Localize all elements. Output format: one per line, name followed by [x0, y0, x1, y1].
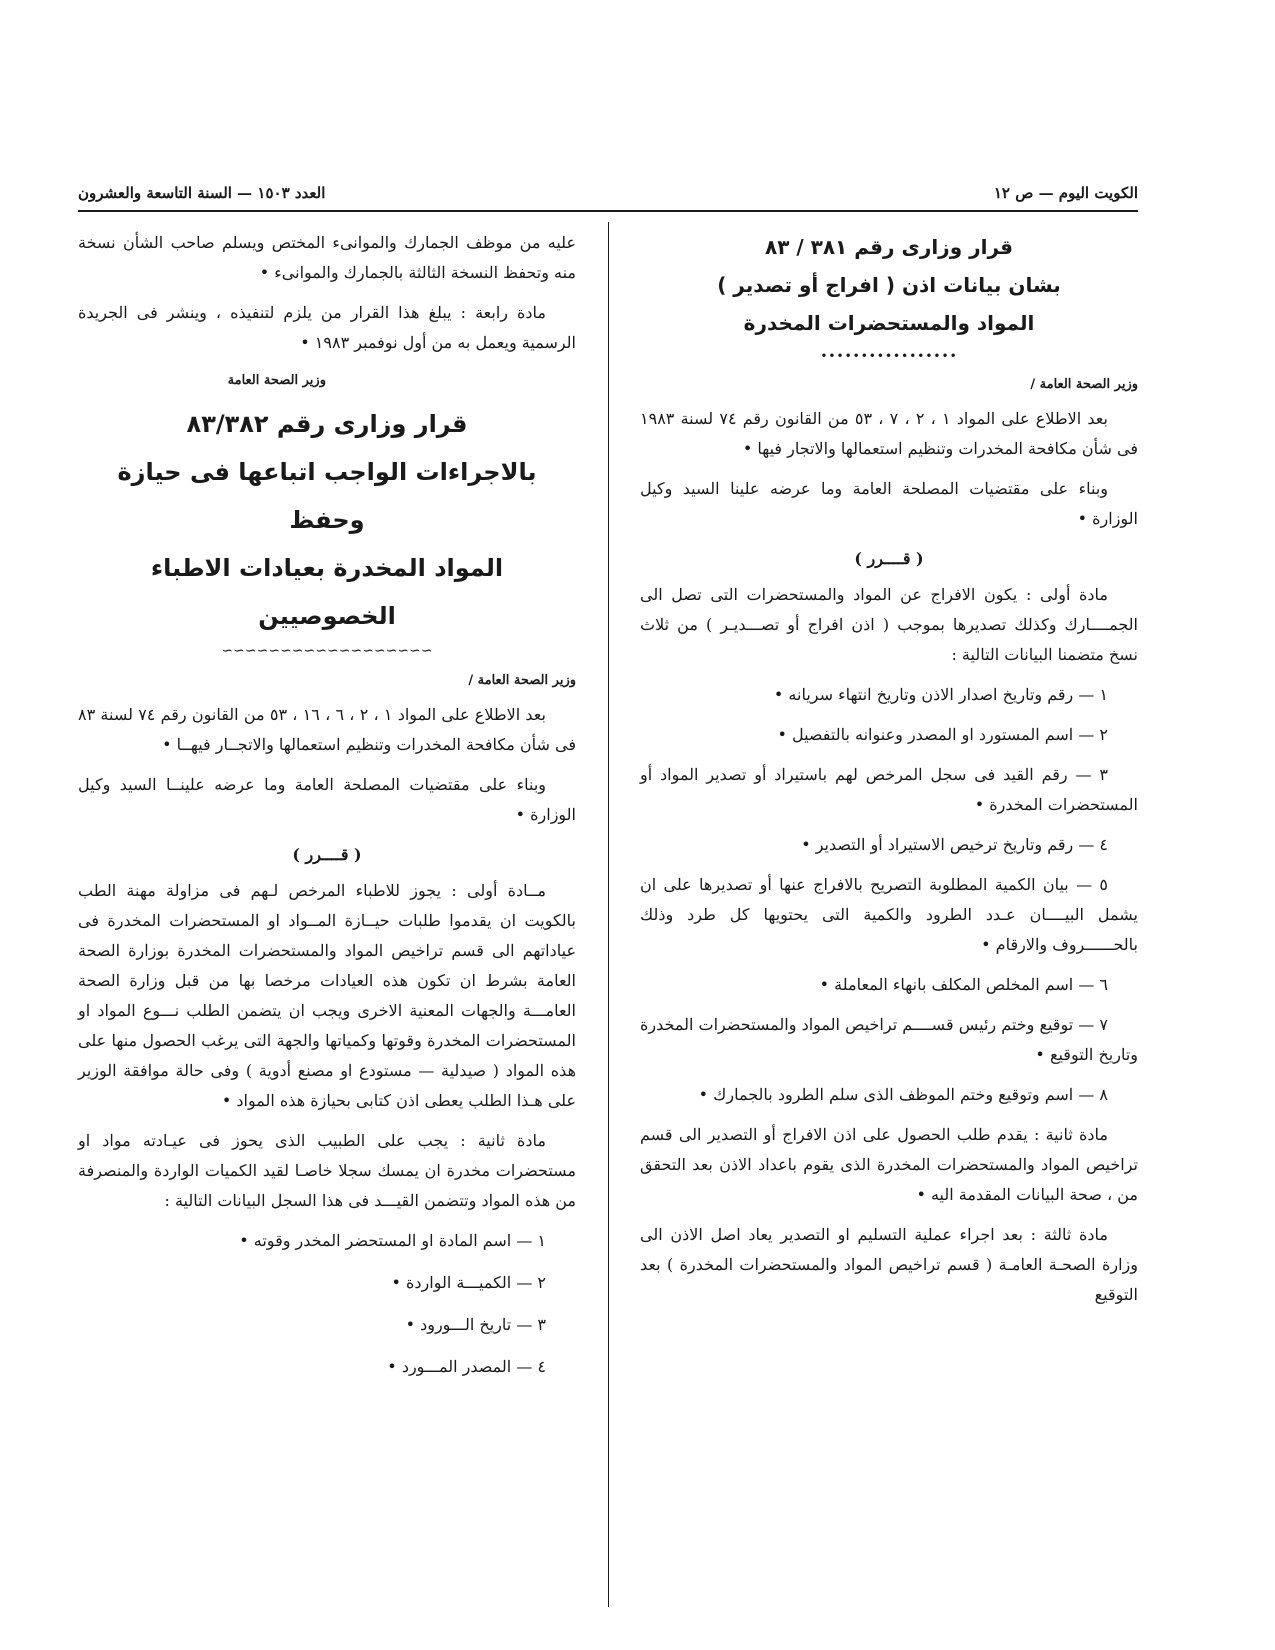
article-2: مادة ثانية : يجب على الطبيب الذى يحوز فى عيـادته مواد او مستحضرات مخدرة ان يمسك سجلا خاصـا لقيد الكميات الواردة والمنصرفة من هذه المواد وتتضمن القيـــد فى هذا السجل البيانات التالية : [78, 1131, 576, 1210]
list-item: ١ — رقم وتاريخ اصدار الاذن وتاريخ انتهاء سريانه • [773, 685, 1108, 704]
minister-signature: وزير الصحة العامة [227, 373, 326, 388]
decree-heading: ( قــــرر ) [854, 549, 924, 568]
header-issue-info: العدد ١٥٠٣ — السنة التاسعة والعشرون [78, 184, 326, 202]
preamble-paragraph: وبناء على مقتضيات المصلحة العامة وما عرضه علينــا السيد وكيل الوزارة • [78, 775, 576, 824]
decree-381-title-1: قرار وزارى رقم ٣٨١ / ٨٣ [764, 235, 1013, 259]
column-divider [608, 222, 609, 1607]
minister-heading: وزير الصحة العامة / [468, 673, 576, 688]
list-item: ٦ — اسم المخلص المكلف بانهاء المعاملة • [819, 975, 1108, 994]
decree-heading: ( قــــرر ) [292, 845, 362, 864]
list-item: ٣ — رقم القيد فى سجل المرخص لهم باستيراد أو تصدير المواد أو المستحضرات المخدرة • [640, 765, 1138, 814]
header-rule [78, 210, 1138, 212]
decree-381-title-3: المواد والمستحضرات المخدرة [743, 311, 1035, 335]
list-item: ١ — اسم المادة او المستحضر المخدر وقوته • [239, 1231, 546, 1250]
list-item: ٧ — توقيع وختم رئيس قســــم تراخيص المواد والمستحضرات المخدرة وتاريخ التوقيع • [640, 1015, 1138, 1064]
title-ornament: ••••••••••••••••• [820, 349, 958, 363]
article-4: مادة رابعة : يبلغ هذا القرار من يلزم لتنفيذه ، وينشر فى الجريدة الرسمية ويعمل به من أول نوفمبر ١٩٨٣ • [78, 303, 576, 352]
list-item: ٢ — الكميـــة الواردة • [391, 1273, 546, 1292]
minister-heading: وزير الصحة العامة / [1030, 377, 1138, 392]
right-column [640, 228, 1138, 1320]
decree-381-title-2: بشان بيانات اذن ( افراج أو تصدير ) [717, 273, 1061, 297]
list-item: ٤ — المصدر المـــورد • [387, 1357, 546, 1376]
list-item: ٨ — اسم وتوقيع وختم الموظف الذى سلم الطرود بالجمارك • [698, 1085, 1108, 1104]
decree-382-title-3: المواد المخدرة بعيادات الاطباء الخصوصيين [150, 554, 504, 630]
list-item: ٥ — بيان الكمية المطلوبة التصريح بالافراج عنها أو تصديرها على ان يشمل البيــــان عـدد الطرود والكمية التى يحتويها كل طرد وذلك بالحــــــروف والارقام • [640, 875, 1138, 954]
list-item: ٤ — رقم وتاريخ ترخيص الاستيراد أو التصدير • [801, 835, 1108, 854]
preamble-paragraph: وبناء على مقتضيات المصلحة العامة وما عرضه علينا السيد وكيل الوزارة • [640, 479, 1138, 528]
article-1: مادة أولى : يكون الافراج عن المواد والمستحضرات التى تصل الى الجمــــارك وكذلك تصديرها بموجب ( اذن افراج أو تصـــديـر ) من ثلاث نسخ متضمنا البيانات التالية : [640, 585, 1138, 664]
preamble-paragraph: بعد الاطلاع على المواد ١ ، ٢ ، ٧ ، ٥٣ من القانون رقم ٧٤ لسنة ١٩٨٣ فى شأن مكافحة المخدرات وتنظيم استعمالها والاتجار فيها • [640, 409, 1138, 458]
title-ornament: ∼∼∼∼∼∼∼∼∼∼∼∼∼∼∼∼∼∼ [221, 643, 433, 659]
continuation-paragraph: عليه من موظف الجمارك والموانىء المختص ويسلم صاحب الشأن نسخة منه وتحفظ النسخة الثالثة بالجمارك والموانىء • [78, 233, 576, 282]
decree-382-title-2: بالاجراءات الواجب اتباعها فى حيازة وحفظ [117, 458, 537, 534]
header-page-info: الكويت اليوم — ص ١٢ [993, 184, 1138, 202]
left-column [78, 228, 576, 1394]
article-1: مــادة أولى : يجوز للاطباء المرخص لـهم فى مزاولة مهنة الطب بالكويت ان يقدموا طلبات حيــازة المــواد او المستحضرات المخدرة فى عياداتهم الى قسم تراخيص المواد والمستحضرات المخدرة بوزارة الصحة العامة بشرط ان تكون هذه العيادات مرخصا بها من قبل وزارة الصحة العامـــة والجهات المعنية الاخرى ويجب ان يتضمن الطلب نـــوع المواد او المستحضرات المخدرة وقوتها وكمياتها والجهة التى يرغب الحصول منها على هذه المواد ( صيدلية — مستودع او مصنع أدوية ) وفى حالة موافقة الوزير على هـذا الطلب يعطى اذن كتابى بحيازة هذه المواد • [78, 881, 576, 1110]
list-item: ٣ — تاريخ الـــورود • [405, 1315, 546, 1334]
article-3: مادة ثالثة : بعد اجراء عملية التسليم او التصدير يعاد اصل الاذن الى وزارة الصحـة العامـة ( قسم تراخيص المواد والمستحضرات المخدرة ) بعد التوقيع [640, 1225, 1138, 1304]
preamble-paragraph: بعد الاطلاع على المواد ١ ، ٢ ، ٦ ، ١٦ ، ٥٣ من القانون رقم ٧٤ لسنة ٨٣ فى شأن مكافحة المخدرات وتنظيم استعمالها والاتجــار فيهــا • [78, 705, 576, 754]
gazette-page [78, 170, 1138, 1600]
article-2: مادة ثانية : يقدم طلب الحصول على اذن الافراج أو التصدير الى قسم تراخيص المواد والمستحضرات المخدرة الذى يقوم باعداد الاذن بعد التحقق من ، صحة البيانات المقدمة اليه • [640, 1125, 1138, 1204]
list-item: ٢ — اسم المستورد او المصدر وعنوانه بالتفصيل • [777, 725, 1108, 744]
decree-382-title-1: قرار وزارى رقم ٨٣/٣٨٢ [186, 410, 468, 438]
page-header [78, 180, 1138, 210]
